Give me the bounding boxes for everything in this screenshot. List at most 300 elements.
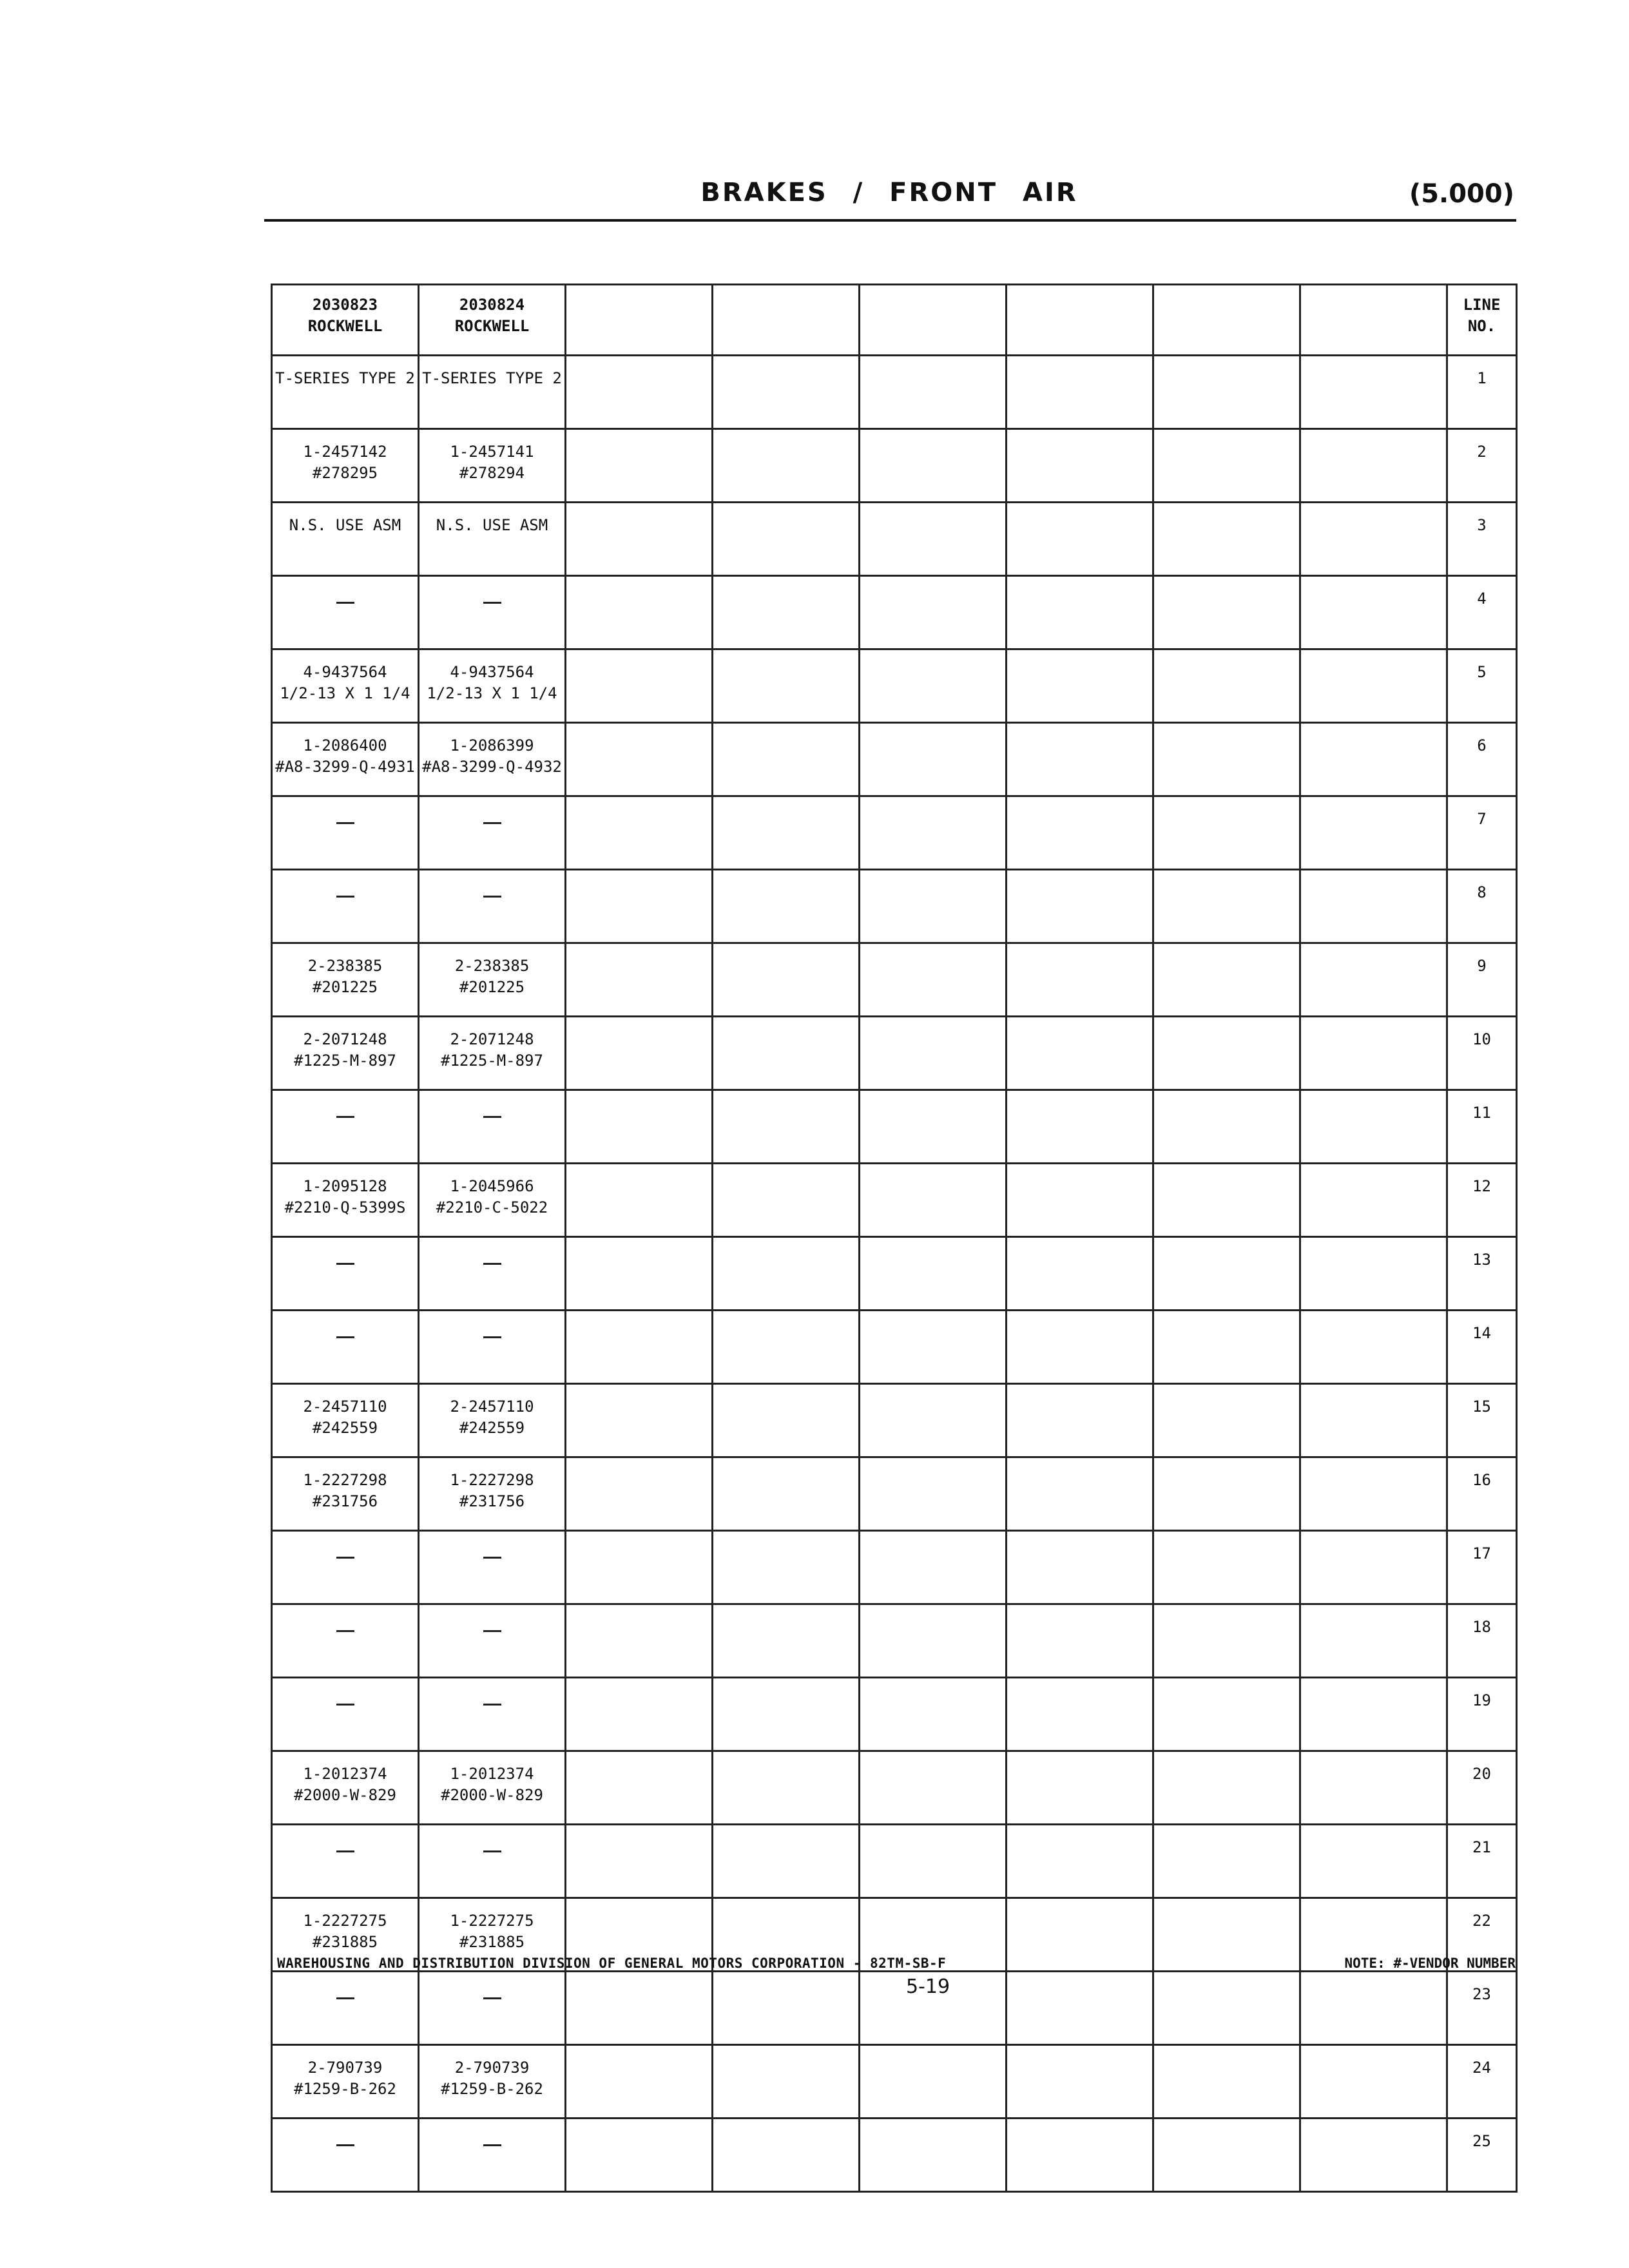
table-cell — [272, 1751, 419, 1825]
cell-text: 1-2227298 — [303, 1471, 387, 1489]
table-cell — [566, 1311, 713, 1384]
page-title: BRAKES / FRONT AIR — [700, 178, 1078, 207]
cell-text: #231885 — [312, 1933, 378, 1951]
table-cell — [272, 1384, 419, 1457]
cell-text: #2000-W-829 — [441, 1786, 543, 1804]
cell-text: 1-2086400 — [303, 736, 387, 754]
table-cell — [1007, 2045, 1153, 2119]
table-cell — [1300, 1311, 1447, 1384]
table-cell — [1300, 870, 1447, 943]
line-number: 8 — [1447, 870, 1517, 943]
empty-dash — [483, 1850, 501, 1852]
line-number: 9 — [1447, 943, 1517, 1017]
table-cell — [272, 649, 419, 723]
table-cell — [272, 943, 419, 1017]
column-header — [1007, 285, 1153, 356]
header-row — [272, 285, 1517, 356]
table-cell — [566, 1604, 713, 1678]
table-cell — [419, 1751, 566, 1825]
line-number: 3 — [1447, 503, 1517, 576]
table-cell — [272, 503, 419, 576]
line-number: 22 — [1447, 1898, 1517, 1972]
cell-text: 4-9437564 — [450, 663, 534, 681]
table-cell — [1153, 649, 1300, 723]
table-cell — [860, 1164, 1007, 1237]
line-no-header — [1447, 285, 1517, 356]
cell-text: #278295 — [312, 464, 378, 482]
table-cell — [1300, 943, 1447, 1017]
page-header — [264, 173, 1514, 218]
table-cell — [566, 1825, 713, 1898]
cell-text: 1-2012374 — [450, 1765, 534, 1783]
table-cell — [1300, 1457, 1447, 1531]
table-cell — [566, 1457, 713, 1531]
cell-text: 1-2457142 — [303, 443, 387, 461]
line-number: 1 — [1447, 356, 1517, 429]
table-cell — [713, 649, 860, 723]
table-cell — [713, 1457, 860, 1531]
cell-text: #1225-M-897 — [294, 1052, 396, 1070]
empty-dash — [336, 602, 354, 604]
table-cell — [1007, 723, 1153, 796]
table-cell — [1300, 649, 1447, 723]
table-row — [272, 649, 1517, 723]
cell-text: #231756 — [312, 1492, 378, 1510]
table-cell — [419, 1678, 566, 1751]
table-cell — [1153, 356, 1300, 429]
table-cell — [860, 1678, 1007, 1751]
table-cell — [1007, 1311, 1153, 1384]
table-cell — [419, 429, 566, 503]
column-part-number: 2030823 — [312, 296, 378, 314]
page-number: 5-19 — [905, 1975, 950, 1998]
table-row — [272, 796, 1517, 870]
table-cell — [1007, 1751, 1153, 1825]
header-rule — [264, 219, 1516, 222]
table-cell — [566, 576, 713, 649]
line-number: 17 — [1447, 1531, 1517, 1604]
line-number: 23 — [1447, 1972, 1517, 2045]
table-cell — [1007, 2119, 1153, 2192]
table-cell — [566, 723, 713, 796]
table-cell — [713, 1311, 860, 1384]
column-header — [272, 285, 419, 356]
cell-text: #2000-W-829 — [294, 1786, 396, 1804]
cell-text: 2-790739 — [307, 2059, 383, 2077]
table-cell — [566, 503, 713, 576]
table-cell — [1153, 723, 1300, 796]
cell-text: 1/2-13 X 1 1/4 — [427, 684, 557, 702]
column-make: ROCKWELL — [307, 317, 383, 335]
table-cell — [713, 2119, 860, 2192]
table-cell — [419, 723, 566, 796]
table-cell — [713, 1384, 860, 1457]
line-number: 2 — [1447, 429, 1517, 503]
table-cell — [1153, 1751, 1300, 1825]
table-cell — [1300, 2119, 1447, 2192]
empty-dash — [336, 1630, 354, 1632]
table-cell — [1007, 1090, 1153, 1164]
table-cell — [860, 1237, 1007, 1311]
line-number: 4 — [1447, 576, 1517, 649]
table-cell — [713, 1825, 860, 1898]
empty-dash — [336, 1997, 354, 1999]
cell-text: N.S. USE ASM — [436, 516, 548, 534]
table-cell — [1007, 503, 1153, 576]
table-cell — [1300, 1237, 1447, 1311]
column-header — [419, 285, 566, 356]
table-cell — [419, 1311, 566, 1384]
table-cell — [1153, 503, 1300, 576]
table-cell — [1007, 1017, 1153, 1090]
table-cell — [272, 796, 419, 870]
line-number: 15 — [1447, 1384, 1517, 1457]
table-row — [272, 2045, 1517, 2119]
table-cell — [272, 1017, 419, 1090]
table-cell — [1007, 429, 1153, 503]
table-cell — [1153, 2119, 1300, 2192]
column-header — [860, 285, 1007, 356]
table-cell — [272, 1457, 419, 1531]
table-cell — [272, 2119, 419, 2192]
line-number: 20 — [1447, 1751, 1517, 1825]
empty-dash — [336, 822, 354, 824]
table-cell — [1007, 943, 1153, 1017]
line-number: 19 — [1447, 1678, 1517, 1751]
table-cell — [860, 796, 1007, 870]
table-cell — [419, 1384, 566, 1457]
table-cell — [419, 1457, 566, 1531]
cell-text: #2210-C-5022 — [436, 1198, 548, 1216]
cell-text: #1225-M-897 — [441, 1052, 543, 1070]
parts-table-body — [272, 285, 1517, 2192]
column-header — [1300, 285, 1447, 356]
table-cell — [272, 356, 419, 429]
line-number: 5 — [1447, 649, 1517, 723]
table-cell — [1007, 649, 1153, 723]
table-cell — [1007, 1457, 1153, 1531]
line-number: 21 — [1447, 1825, 1517, 1898]
table-cell — [566, 943, 713, 1017]
cell-text: 2-238385 — [454, 957, 530, 975]
empty-dash — [336, 2144, 354, 2146]
table-row — [272, 870, 1517, 943]
table-cell — [1153, 1017, 1300, 1090]
table-cell — [713, 1751, 860, 1825]
cell-text: 1-2457141 — [450, 443, 534, 461]
table-row — [272, 356, 1517, 429]
cell-text: #242559 — [459, 1419, 525, 1437]
table-cell — [272, 870, 419, 943]
cell-text: 1-2095128 — [303, 1177, 387, 1195]
cell-text: #201225 — [459, 978, 525, 996]
cell-text: N.S. USE ASM — [289, 516, 401, 534]
table-row — [272, 1311, 1517, 1384]
table-cell — [713, 1164, 860, 1237]
table-cell — [1300, 429, 1447, 503]
table-cell — [1153, 429, 1300, 503]
table-cell — [419, 1164, 566, 1237]
cell-text: #242559 — [312, 1419, 378, 1437]
empty-dash — [483, 1630, 501, 1632]
table-row — [272, 576, 1517, 649]
cell-text: #278294 — [459, 464, 525, 482]
table-cell — [1007, 1384, 1153, 1457]
table-cell — [566, 2119, 713, 2192]
empty-dash — [336, 1850, 354, 1852]
cell-text: #231756 — [459, 1492, 525, 1510]
table-cell — [860, 2045, 1007, 2119]
column-header — [1153, 285, 1300, 356]
table-cell — [713, 1237, 860, 1311]
table-cell — [566, 1090, 713, 1164]
table-cell — [272, 1164, 419, 1237]
table-row — [272, 1237, 1517, 1311]
table-cell — [1153, 1531, 1300, 1604]
table-cell — [1007, 1604, 1153, 1678]
table-cell — [272, 1825, 419, 1898]
empty-dash — [483, 1336, 501, 1338]
table-cell — [1153, 1384, 1300, 1457]
cell-text: 1-2227275 — [303, 1912, 387, 1930]
table-cell — [1007, 796, 1153, 870]
table-row — [272, 1164, 1517, 1237]
table-row — [272, 1384, 1517, 1457]
line-no-header-label: LINE — [1463, 296, 1501, 314]
empty-dash — [336, 1116, 354, 1118]
table-cell — [860, 1457, 1007, 1531]
empty-dash — [483, 1263, 501, 1265]
table-cell — [1300, 796, 1447, 870]
table-cell — [419, 1825, 566, 1898]
table-cell — [860, 870, 1007, 943]
table-cell — [419, 503, 566, 576]
table-cell — [860, 356, 1007, 429]
table-row — [272, 1531, 1517, 1604]
table-cell — [419, 2119, 566, 2192]
table-cell — [1153, 870, 1300, 943]
table-cell — [419, 1972, 566, 2045]
table-cell — [860, 943, 1007, 1017]
table-cell — [713, 1604, 860, 1678]
table-cell — [566, 796, 713, 870]
table-cell — [860, 1017, 1007, 1090]
table-cell — [1300, 1164, 1447, 1237]
table-cell — [419, 576, 566, 649]
cell-text: #201225 — [312, 978, 378, 996]
table-cell — [419, 870, 566, 943]
table-cell — [860, 1090, 1007, 1164]
table-cell — [419, 356, 566, 429]
table-cell — [860, 649, 1007, 723]
column-make: ROCKWELL — [454, 317, 530, 335]
empty-dash — [336, 896, 354, 898]
table-cell — [713, 2045, 860, 2119]
column-header — [566, 285, 713, 356]
table-cell — [860, 1825, 1007, 1898]
table-cell — [272, 723, 419, 796]
table-cell — [566, 649, 713, 723]
table-cell — [272, 1604, 419, 1678]
cell-text: #1259-B-262 — [294, 2080, 396, 2098]
cell-text: 2-790739 — [454, 2059, 530, 2077]
empty-dash — [483, 2144, 501, 2146]
table-cell — [713, 796, 860, 870]
empty-dash — [483, 1704, 501, 1706]
table-cell — [1300, 1604, 1447, 1678]
table-cell — [566, 1972, 713, 2045]
cell-text: 2-2071248 — [450, 1030, 534, 1048]
empty-dash — [483, 1116, 501, 1118]
cell-text: T-SERIES TYPE 2 — [422, 369, 562, 387]
table-row — [272, 943, 1517, 1017]
table-row — [272, 1604, 1517, 1678]
table-row — [272, 1457, 1517, 1531]
empty-dash — [483, 822, 501, 824]
empty-dash — [336, 1704, 354, 1706]
line-number: 18 — [1447, 1604, 1517, 1678]
table-cell — [1007, 1164, 1153, 1237]
table-cell — [713, 870, 860, 943]
line-number: 24 — [1447, 2045, 1517, 2119]
table-cell — [1300, 1751, 1447, 1825]
table-cell — [566, 1164, 713, 1237]
table-cell — [1153, 1898, 1300, 1972]
table-cell — [1300, 1017, 1447, 1090]
cell-text: 2-2457110 — [303, 1398, 387, 1416]
table-cell — [860, 1604, 1007, 1678]
table-row — [272, 429, 1517, 503]
table-cell — [713, 1090, 860, 1164]
table-cell — [419, 1531, 566, 1604]
cell-text: T-SERIES TYPE 2 — [275, 369, 415, 387]
table-cell — [1153, 1825, 1300, 1898]
line-number: 13 — [1447, 1237, 1517, 1311]
table-cell — [1300, 1090, 1447, 1164]
cell-text: 1-2227298 — [450, 1471, 534, 1489]
cell-text: #2210-Q-5399S — [284, 1198, 406, 1216]
table-cell — [860, 2119, 1007, 2192]
table-cell — [1007, 1531, 1153, 1604]
line-number: 10 — [1447, 1017, 1517, 1090]
cell-text: #231885 — [459, 1933, 525, 1951]
table-cell — [713, 1017, 860, 1090]
table-cell — [713, 576, 860, 649]
table-cell — [1007, 576, 1153, 649]
table-row — [272, 2119, 1517, 2192]
table-cell — [713, 503, 860, 576]
parts-table — [271, 284, 1518, 2193]
table-cell — [419, 649, 566, 723]
table-cell — [860, 576, 1007, 649]
table-cell — [566, 1531, 713, 1604]
table-row — [272, 1751, 1517, 1825]
empty-dash — [336, 1263, 354, 1265]
table-cell — [272, 1972, 419, 2045]
table-cell — [713, 1531, 860, 1604]
table-cell — [860, 503, 1007, 576]
table-cell — [1300, 1972, 1447, 2045]
cell-text: 1-2012374 — [303, 1765, 387, 1783]
cell-text: #A8-3299-Q-4931 — [275, 758, 415, 776]
table-cell — [1007, 1678, 1153, 1751]
table-cell — [1300, 1825, 1447, 1898]
footer-note: NOTE: #-VENDOR NUMBER — [1344, 1956, 1516, 1971]
table-cell — [1300, 2045, 1447, 2119]
table-cell — [713, 723, 860, 796]
table-cell — [713, 1678, 860, 1751]
table-cell — [860, 1751, 1007, 1825]
table-cell — [1300, 1531, 1447, 1604]
table-cell — [272, 429, 419, 503]
footer-division: WAREHOUSING AND DISTRIBUTION DIVISION OF GENERAL MOTORS CORPORATION - 82TM-SB-F — [277, 1956, 947, 1971]
table-cell — [566, 870, 713, 943]
table-cell — [272, 1311, 419, 1384]
table-cell — [272, 1678, 419, 1751]
table-cell — [860, 429, 1007, 503]
table-cell — [1007, 1972, 1153, 2045]
table-cell — [419, 796, 566, 870]
column-part-number: 2030824 — [459, 296, 525, 314]
table-cell — [1153, 576, 1300, 649]
table-cell — [860, 1531, 1007, 1604]
table-row — [272, 1017, 1517, 1090]
table-cell — [1300, 503, 1447, 576]
cell-text: 1/2-13 X 1 1/4 — [280, 684, 410, 702]
table-cell — [272, 1237, 419, 1311]
empty-dash — [483, 896, 501, 898]
table-cell — [1007, 356, 1153, 429]
table-cell — [566, 1751, 713, 1825]
line-number: 6 — [1447, 723, 1517, 796]
table-row — [272, 723, 1517, 796]
table-cell — [1153, 1972, 1300, 2045]
cell-text: #A8-3299-Q-4932 — [422, 758, 562, 776]
table-cell — [860, 723, 1007, 796]
empty-dash — [483, 602, 501, 604]
table-cell — [566, 1237, 713, 1311]
table-cell — [1300, 1678, 1447, 1751]
table-cell — [713, 356, 860, 429]
cell-text: #1259-B-262 — [441, 2080, 543, 2098]
empty-dash — [483, 1997, 501, 1999]
table-cell — [272, 1531, 419, 1604]
table-row — [272, 503, 1517, 576]
table-cell — [860, 1384, 1007, 1457]
empty-dash — [483, 1557, 501, 1559]
cell-text: 1-2086399 — [450, 736, 534, 754]
table-cell — [1153, 1090, 1300, 1164]
table-cell — [1007, 1825, 1153, 1898]
table-cell — [272, 2045, 419, 2119]
table-cell — [1007, 870, 1153, 943]
empty-dash — [336, 1336, 354, 1338]
table-cell — [419, 1237, 566, 1311]
table-cell — [566, 1384, 713, 1457]
cell-text: 2-238385 — [307, 957, 383, 975]
line-number: 12 — [1447, 1164, 1517, 1237]
cell-text: 1-2045966 — [450, 1177, 534, 1195]
table-cell — [1153, 796, 1300, 870]
table-cell — [1007, 1898, 1153, 1972]
table-cell — [713, 1972, 860, 2045]
table-cell — [419, 1017, 566, 1090]
table-cell — [419, 1604, 566, 1678]
line-number: 25 — [1447, 2119, 1517, 2192]
table-cell — [566, 356, 713, 429]
line-number: 11 — [1447, 1090, 1517, 1164]
cell-text: 4-9437564 — [303, 663, 387, 681]
